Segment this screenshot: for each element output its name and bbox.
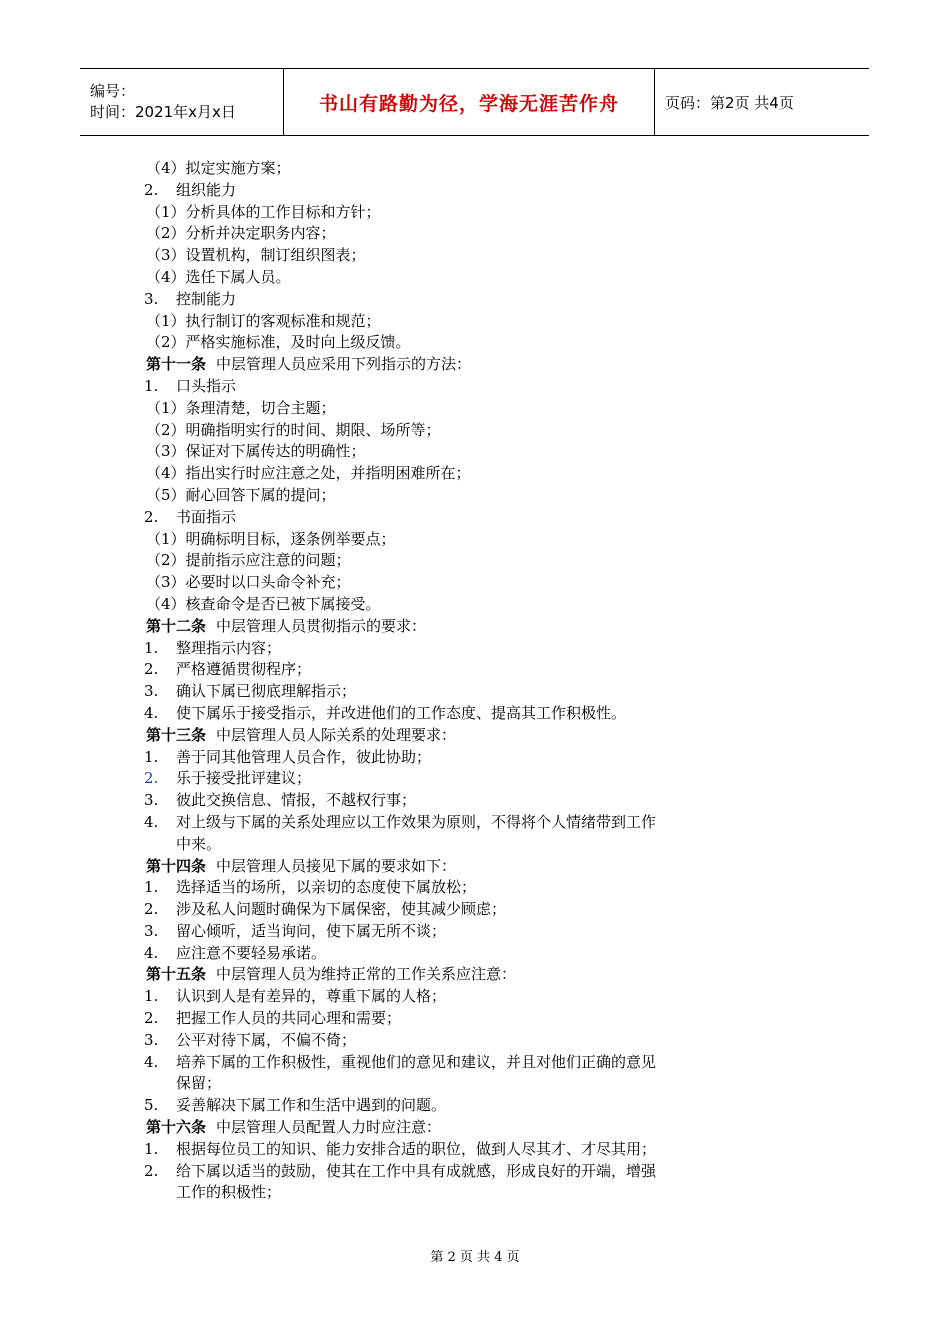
article-number: 第十一条 [146, 355, 207, 374]
item-text: 明确标明目标，逐条例举要点； [185, 529, 396, 548]
sub-list-item [146, 245, 806, 267]
item-number: （4） [146, 267, 186, 286]
item-text: 条理清楚，切合主题； [185, 398, 336, 417]
item-text: 工作的积极性； [176, 1183, 282, 1202]
list-item [146, 921, 806, 943]
article-number: 第十二条 [146, 616, 207, 635]
item-text: 整理指示内容； [176, 638, 282, 657]
item-number: 1. [144, 376, 159, 395]
item-number: 1. [144, 1139, 159, 1158]
item-number: （4） [146, 594, 186, 613]
item-text: 拟定实施方案； [185, 159, 291, 177]
item-text: 指出实行时应注意之处，并指明困难所在； [185, 464, 471, 483]
item-text: 书面指示 [176, 507, 237, 526]
article-heading [146, 725, 806, 747]
list-item [146, 659, 806, 681]
article-number: 第十五条 [146, 965, 207, 984]
item-number: （3） [146, 573, 186, 592]
item-number: （1） [146, 202, 186, 221]
sub-list-item [146, 223, 806, 245]
article-heading [146, 964, 806, 986]
item-text: 提前指示应注意的问题； [185, 551, 351, 570]
item-number: 2. [144, 1009, 159, 1028]
list-item [146, 812, 806, 834]
list-item [146, 1030, 806, 1052]
item-text: 组织能力 [176, 180, 237, 199]
article-number: 第十三条 [146, 725, 207, 744]
item-number: 4. [144, 1052, 159, 1071]
list-item-continuation [146, 1182, 806, 1204]
sub-list-item [146, 332, 806, 354]
item-text: 严格实施标准，及时向上级反馈。 [185, 333, 411, 352]
sub-list-item [146, 398, 806, 420]
header-page-info [655, 69, 869, 135]
item-number: 4. [144, 943, 159, 962]
item-number: （2） [146, 420, 186, 439]
item-text: 把握工作人员的共同心理和需要； [176, 1009, 402, 1028]
sub-list-item [146, 550, 806, 572]
item-text: 涉及私人问题时确保为下属保密，使其减少顾虑； [176, 900, 507, 919]
item-number: （4） [146, 464, 186, 483]
item-number: 2. [144, 660, 159, 679]
item-number: （1） [146, 311, 186, 330]
list-item [146, 703, 806, 725]
item-text: 核查命令是否已被下属接受。 [185, 594, 381, 613]
item-number: 1. [144, 987, 159, 1006]
list-item [146, 507, 806, 529]
item-text: 明确指明实行的时间、期限、场所等； [185, 420, 441, 439]
item-number: 4. [144, 703, 159, 722]
code-label: 编号： [90, 82, 136, 100]
item-text: 使下属乐于接受指示，并改进他们的工作态度、提高其工作积极性。 [176, 703, 627, 722]
item-text: 分析并决定职务内容； [185, 224, 336, 243]
item-number: 1. [144, 747, 159, 766]
document-body [146, 158, 806, 1204]
item-number: 3. [144, 791, 159, 810]
list-item [146, 180, 806, 202]
item-text: 中层管理人员贯彻指示的要求： [216, 616, 427, 635]
footer-page-number: 第 2 页 共 4 页 [430, 1250, 520, 1265]
item-number: 3. [144, 682, 159, 701]
item-text: 选任下属人员。 [185, 267, 291, 286]
item-number: （3） [146, 442, 186, 461]
item-text: 确认下属已彻底理解指示； [176, 682, 357, 701]
item-number: （2） [146, 224, 186, 243]
item-text: 妥善解决下属工作和生活中遇到的问题。 [176, 1096, 447, 1115]
item-text: 保证对下属传达的明确性； [185, 442, 366, 461]
article-heading [146, 856, 806, 878]
sub-list-item [146, 311, 806, 333]
list-item-continuation [146, 834, 806, 856]
item-number: 3. [144, 289, 159, 308]
item-text: 中层管理人员应采用下列指示的方法： [216, 355, 472, 374]
item-number: 2. [144, 769, 159, 788]
list-item [146, 877, 806, 899]
item-number: 4. [144, 812, 159, 831]
item-text: 执行制订的客观标准和规范； [185, 311, 381, 330]
item-text: 中层管理人员配置人力时应注意： [216, 1118, 442, 1137]
time-label: 时间：2021年x月x日 [90, 103, 236, 121]
list-item [146, 1008, 806, 1030]
item-text: 培养下属的工作积极性，重视他们的意见和建议，并且对他们正确的意见 [176, 1052, 657, 1071]
article-number: 第十六条 [146, 1118, 207, 1137]
list-item [146, 638, 806, 660]
item-text: 中层管理人员人际关系的处理要求： [216, 725, 457, 744]
item-number: 2. [144, 507, 159, 526]
item-text: 分析具体的工作目标和方针； [185, 202, 381, 221]
sub-list-item [146, 441, 806, 463]
sub-list-item [146, 202, 806, 224]
article-number: 第十四条 [146, 856, 207, 875]
article-heading [146, 354, 806, 376]
item-number: 3. [144, 921, 159, 940]
item-text: 公平对待下属，不偏不倚； [176, 1030, 357, 1049]
item-text: 留心倾听，适当询问，使下属无所不谈； [176, 921, 447, 940]
header-motto-cell [283, 69, 655, 135]
list-item [146, 1095, 806, 1117]
item-text: 保留； [176, 1074, 222, 1093]
sub-list-item [146, 463, 806, 485]
page-header [80, 68, 869, 136]
item-text: 设置机构，制订组织图表； [185, 246, 366, 265]
item-text: 中来。 [176, 834, 222, 853]
item-number: （2） [146, 551, 186, 570]
item-number: （2） [146, 333, 186, 352]
list-item [146, 1052, 806, 1074]
item-number: 2. [144, 180, 159, 199]
item-number: 2. [144, 900, 159, 919]
item-number: （5） [146, 485, 186, 504]
motto: 书山有路勤为径，学海无涯苦作舟 [318, 92, 619, 115]
item-text: 中层管理人员为维持正常的工作关系应注意： [216, 965, 517, 984]
list-item [146, 1139, 806, 1161]
sub-list-item [146, 572, 806, 594]
item-text: 选择适当的场所，以亲切的态度使下属放松； [176, 878, 477, 897]
item-text: 严格遵循贯彻程序； [176, 660, 312, 679]
item-text: 乐于接受批评建议； [176, 769, 312, 788]
item-text: 耐心回答下属的提问； [185, 485, 336, 504]
item-number: 1. [144, 638, 159, 657]
item-text: 应注意不要轻易承诺。 [176, 943, 327, 962]
list-item [146, 943, 806, 965]
item-number: （1） [146, 529, 186, 548]
item-number: （4） [146, 159, 186, 177]
sub-list-item [146, 594, 806, 616]
list-item [146, 790, 806, 812]
list-item [146, 681, 806, 703]
list-item [146, 986, 806, 1008]
item-number: 5. [144, 1096, 159, 1115]
list-item [146, 289, 806, 311]
item-text: 对上级与下属的关系处理应以工作效果为原则，不得将个人情绪带到工作 [176, 812, 657, 831]
item-text: 必要时以口头命令补充； [185, 573, 351, 592]
list-item [146, 899, 806, 921]
item-text: 根据每位员工的知识、能力安排合适的职位，做到人尽其才、才尽其用； [176, 1139, 657, 1158]
item-text: 善于同其他管理人员合作，彼此协助； [176, 747, 432, 766]
item-text: 认识到人是有差异的，尊重下属的人格； [176, 987, 447, 1006]
sub-list-item [146, 420, 806, 442]
item-text: 中层管理人员接见下属的要求如下： [216, 856, 457, 875]
list-item [146, 1161, 806, 1183]
item-number: 2. [144, 1161, 159, 1180]
page-footer [0, 1246, 950, 1265]
sub-list-item [146, 529, 806, 551]
item-number: （1） [146, 398, 186, 417]
sub-list-item [146, 485, 806, 507]
item-number: （3） [146, 246, 186, 265]
list-item-continuation [146, 1073, 806, 1095]
list-item [146, 376, 806, 398]
item-text: 控制能力 [176, 289, 237, 308]
item-text: 口头指示 [176, 376, 237, 395]
sub-list-item [146, 267, 806, 289]
item-text: 彼此交换信息、情报，不越权行事； [176, 791, 417, 810]
item-number: 1. [144, 878, 159, 897]
item-text: 给下属以适当的鼓励，使其在工作中具有成就感，形成良好的开端，增强 [176, 1161, 657, 1180]
article-heading [146, 616, 806, 638]
article-heading [146, 1117, 806, 1139]
item-number: 3. [144, 1030, 159, 1049]
page-info: 页码：第2页 共4页 [665, 93, 794, 112]
list-item [146, 768, 806, 790]
header-meta [80, 69, 283, 135]
list-item [146, 747, 806, 769]
sub-list-item [146, 158, 806, 180]
